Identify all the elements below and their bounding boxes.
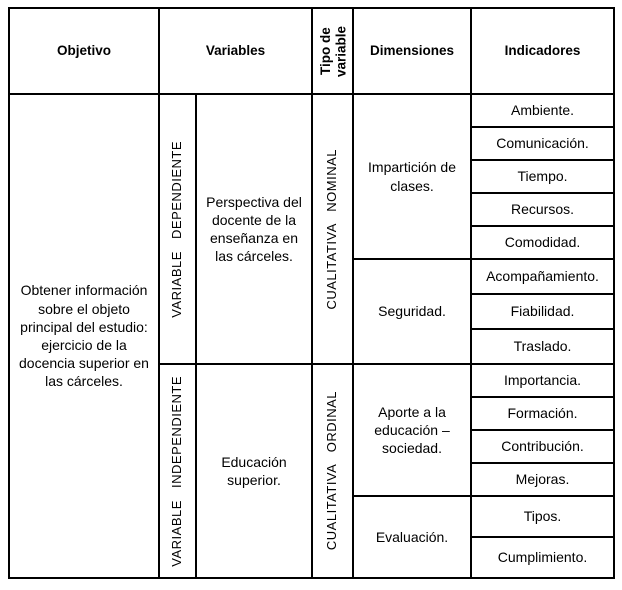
objetivo-cell: Obtener información sobre el objeto principal del estudio: ejercicio de la docencia superior en las cárceles. [9,94,159,578]
variable-dependiente-cell [159,94,196,364]
variable-independiente-cell [159,364,196,578]
indicator-cell: Importancia. [471,364,614,397]
variable-dependiente-label: VARIABLE DEPENDIENTE [169,140,185,318]
indicator-cell: Recursos. [471,193,614,226]
variable-desc-independiente-cell: Educación superior. [196,364,312,578]
header-row [9,8,614,94]
header-objetivo: Objetivo [9,8,159,94]
header-indicadores: Indicadores [471,8,614,94]
indicator-cell: Formación. [471,397,614,430]
indicator-cell: Fiabilidad. [471,294,614,329]
indicator-cell: Acompañamiento. [471,259,614,294]
dimension-cell-aporte: Aporte a la educación – sociedad. [353,364,471,496]
header-variables: Variables [159,8,312,94]
table-row [9,94,614,127]
header-tipo-de-variable-label: Tipo de variable [318,25,349,77]
cualitativa-ordinal-cell [312,364,353,578]
cualitativa-nominal-label: CUALITATIVA NOMINAL [324,148,340,310]
indicator-cell: Mejoras. [471,463,614,496]
indicator-cell: Cumplimiento. [471,537,614,578]
cualitativa-nominal-cell [312,94,353,364]
indicator-cell: Traslado. [471,329,614,364]
indicator-cell: Tiempo. [471,160,614,193]
indicator-cell: Comunicación. [471,127,614,160]
variable-desc-dependiente-cell: Perspectiva del docente de la enseñanza en las cárceles. [196,94,312,364]
header-dimensiones: Dimensiones [353,8,471,94]
indicator-cell: Tipos. [471,496,614,537]
variable-independiente-label: VARIABLE INDEPENDIENTE [169,375,185,567]
dimension-cell-imparticion: Impartición de clases. [353,94,471,259]
dimension-cell-evaluacion: Evaluación. [353,496,471,578]
header-tipo-de-variable [312,8,353,94]
indicator-cell: Ambiente. [471,94,614,127]
cualitativa-ordinal-label: CUALITATIVA ORDINAL [324,391,340,551]
indicator-cell: Comodidad. [471,226,614,259]
indicator-cell: Contribución. [471,430,614,463]
dimension-cell-seguridad: Seguridad. [353,259,471,364]
operationalization-table [8,7,615,579]
